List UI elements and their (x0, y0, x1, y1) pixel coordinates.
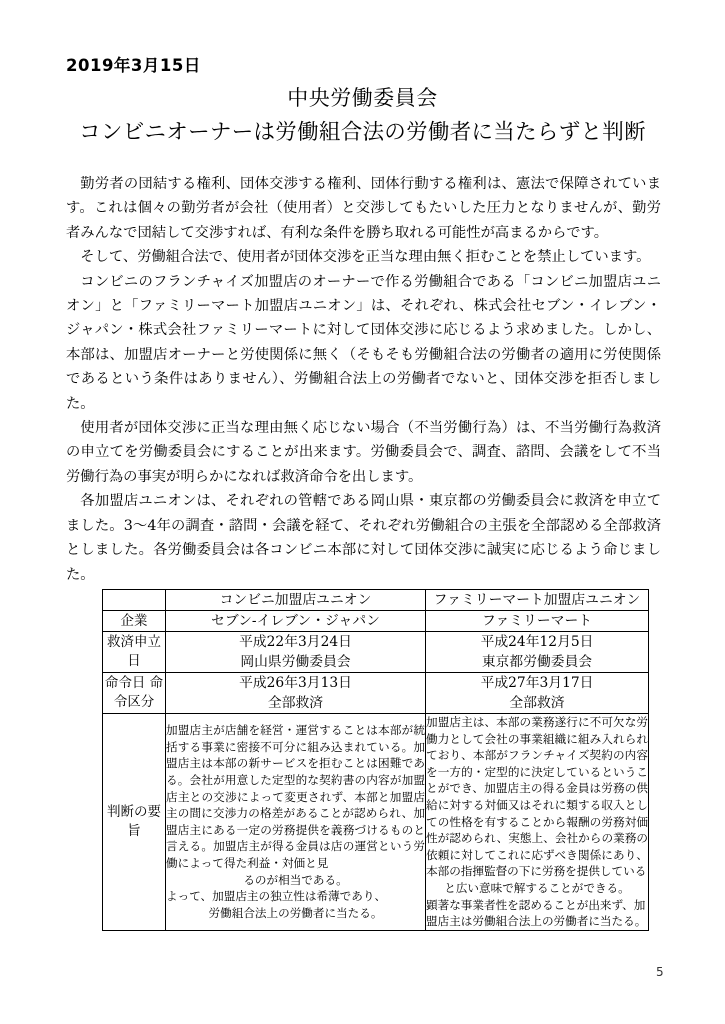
summary-tail: と広い意味で解することができる。 (444, 880, 630, 895)
cell-company-b (426, 611, 649, 632)
page-title: 中央労働委員会 (287, 86, 438, 110)
cell-filing-a (166, 632, 426, 673)
paragraph-3: コンビニのフランチャイズ加盟店のオーナーで作る労働組合である「コンビニ加盟店ユニオン」と「ファミリーマート加盟店ユニオン」は、それぞれ、株式会社セブン・イレブン・ジャパン・株式会社ファミリーマートに対して団体交渉に応じるよう求めました。しかし、本部は、加盟店オーナーと労使関係に無く（そもそも労働組合法の労働者の適用に労使関係であるという条件はありません）、労働組合法上の労働者でないと、団体交渉を拒否しました。 (66, 273, 661, 412)
row-label-line: 命令区分 (113, 675, 164, 710)
summary-conclusion-1: よって、加盟店主の独立性は希薄であり、 (166, 889, 387, 904)
page-subtitle: コンビニオーナーは労働組合法の労働者に当たらずと判断 (79, 120, 646, 145)
cell-line: 岡山県労働委員会 (240, 654, 351, 670)
table-row (103, 714, 649, 931)
table-header-union-a: コンビニ加盟店ユニオン (166, 590, 426, 611)
summary-conclusion-2: 労働組合法上の労働者に当たる。 (208, 905, 383, 920)
summary-text: 加盟店主は、本部の業務遂行に不可欠な労働力として会社の事業組織に組み入れられており、本部がフランチャイズ契約の内容を一方的・定型的に決定しているということができ、加盟店主の得る金員は労務の供給に対する対価又はそれに類する収入としての性格を有することから報酬の労務対価性が認められ、実態上、会社からの業務の依頼に対してこれに応ずべき関係にあり、本部の指揮監督の下に労務を提供している (426, 715, 648, 879)
row-label-company: 企業 (103, 611, 166, 632)
row-label-filing-date: 救済申立日 (103, 632, 166, 673)
cell-line: セブン-イレブン・ジャパン (211, 613, 380, 629)
cell-line: 平成27年3月17日 (480, 675, 594, 691)
cell-company-a (166, 611, 426, 632)
facts-table (102, 589, 649, 931)
page-number: 5 (656, 965, 664, 979)
cell-filing-b (426, 632, 649, 673)
summary-conclusion-1: 顕著な事業者性を認めることが出来ず、加 (426, 897, 646, 912)
paragraph-4: 使用者が団体交渉に正当な理由無く応じない場合（不当労働行為）は、不当労働行為救済の申立てを労働委員会にすることが出来ます。労働委員会で、調査、諮問、会議をして不当労働行為の事実が明らかになれば救済命令を出します。 (66, 420, 661, 485)
table-header-union-b: ファミリーマート加盟店ユニオン (426, 590, 649, 611)
body-text (66, 172, 661, 587)
cell-line: 東京都労働委員会 (481, 654, 593, 670)
cell-order-b (426, 673, 649, 714)
facts-table-wrapper (102, 589, 649, 931)
table-row (103, 590, 649, 611)
table-row (103, 673, 649, 714)
cell-line: 平成22年3月24日 (239, 634, 352, 650)
row-label-order (103, 673, 166, 714)
table-row (103, 611, 649, 632)
paragraph-1: 勤労者の団結する権利、団体交渉する権利、団体行動する権利は、憲法で保障されています。これは個々の勤労者が会社（使用者）と交渉してもたいした圧力となりませんが、勤労者みんなで団結して交渉すれば、有利な条件を勝ち取れる可能性が高まるからです。 (66, 176, 661, 241)
cell-summary-b (426, 714, 649, 931)
cell-summary-a (166, 714, 426, 931)
cell-line: 全部救済 (509, 695, 565, 711)
row-label-summary: 判断の要旨 (103, 714, 166, 931)
cell-line: ファミリーマート (481, 613, 593, 629)
summary-tail: るのが相当である。 (243, 872, 348, 887)
title-block (0, 84, 725, 149)
cell-line: 平成26年3月13日 (239, 675, 352, 691)
cell-order-a (166, 673, 426, 714)
table-row (103, 632, 649, 673)
summary-conclusion-2: 盟店主は労働組合法上の労働者に当たる。 (426, 914, 647, 929)
paragraph-2: そして、労働組合法で、使用者が団体交渉を正当な理由無く拒むことを禁止しています。 (80, 249, 651, 266)
table-header-corner (103, 590, 166, 611)
summary-text: 加盟店主が店舗を経営・運営することは本部が統括する事業に密接不可分に組み込まれている。加盟店主は本部の新サービスを拒むことは困難である。会社が用意した定型的な契約書の内容が加盟店主との交渉によって変更されず、本部と加盟店主の間に交渉力の格差があることが認められ、加盟店主にある一定の労務提供を義務づけるものと言える。加盟店主が得る金員は店の運営という労働によって得た利益・対価と見 (166, 723, 425, 871)
cell-line: 平成24年12月5日 (480, 634, 594, 650)
paragraph-5: 各加盟店ユニオンは、それぞれの管轄である岡山県・東京都の労働委員会に救済を申立てました。3〜4年の調査・諮問・会議を経て、それぞれ労働組合の主張を全部認める全部救済としました。各労働委員会は各コンビニ本部に対して団体交渉に誠実に応じるよう命じました。 (66, 493, 661, 583)
document-date: 2019年3月15日 (66, 56, 201, 75)
row-label-line: 命令日 (104, 675, 146, 691)
cell-line: 全部救済 (267, 695, 324, 711)
